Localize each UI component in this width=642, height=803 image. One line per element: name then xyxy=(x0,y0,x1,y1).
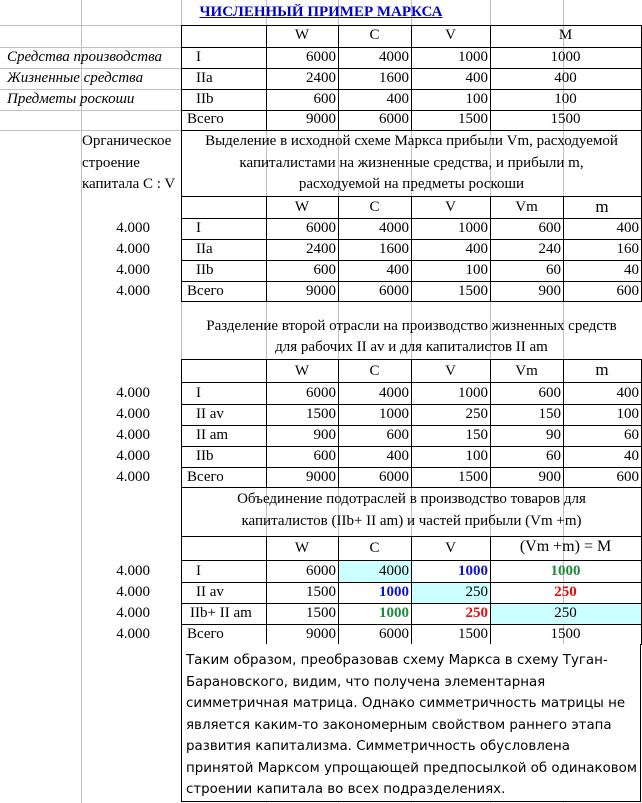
row-code: IIa xyxy=(196,241,213,257)
cell-m: 600 xyxy=(616,469,639,485)
table-header: C xyxy=(369,199,380,215)
row-code: Всего xyxy=(187,283,224,299)
cell-v: 250 xyxy=(465,406,488,422)
cell-c: 6000 xyxy=(379,283,409,299)
row-code: II av xyxy=(196,406,224,422)
cell-v: 1500 xyxy=(458,111,488,127)
cell-vm: 240 xyxy=(538,241,561,257)
cell-v: 100 xyxy=(465,91,488,107)
ratio-value: 4.000 xyxy=(116,448,150,464)
cell-w: 600 xyxy=(313,91,336,107)
cell-w: 1500 xyxy=(306,605,336,621)
cell-v: 250 xyxy=(465,605,488,621)
cell-m: 600 xyxy=(616,283,639,299)
cell-c: 6000 xyxy=(379,111,409,127)
cell-m: 400 xyxy=(616,220,639,236)
ratio-value: 4.000 xyxy=(116,584,150,600)
cell-v: 1000 xyxy=(458,385,488,401)
cell-m: 1500 xyxy=(550,111,581,127)
cell-vm: 150 xyxy=(538,406,561,422)
table-header: m xyxy=(595,197,609,216)
cell-vm: 600 xyxy=(538,385,561,401)
cell-m: 1000 xyxy=(550,563,581,579)
cell-c: 1600 xyxy=(379,70,409,86)
table-header: V xyxy=(445,363,456,379)
cell-c: 6000 xyxy=(379,469,409,485)
cell-w: 6000 xyxy=(306,385,336,401)
page-title: ЧИСЛЕННЫЙ ПРИМЕР МАРКСА xyxy=(199,4,443,20)
table-header: C xyxy=(369,363,380,379)
cell-w: 9000 xyxy=(306,469,336,485)
cell-v: 1500 xyxy=(458,283,488,299)
row-label: Жизненные средства xyxy=(7,70,144,86)
cell-w: 6000 xyxy=(306,49,336,65)
row-code: II av xyxy=(196,584,224,600)
cell-c: 1000 xyxy=(379,406,409,422)
row-code: IIb+ II am xyxy=(190,605,252,621)
cell-m: 250 xyxy=(554,584,577,600)
table-header: C xyxy=(369,27,380,43)
table-header: Vm xyxy=(515,363,538,379)
cell-v: 400 xyxy=(465,241,488,257)
cell-v: 400 xyxy=(465,70,488,86)
cell-vm: 60 xyxy=(546,448,561,464)
cell-v: 1500 xyxy=(458,469,488,485)
organic-composition-label: Органическое xyxy=(82,133,172,149)
cell-w: 600 xyxy=(313,448,336,464)
section-4-text: капиталистов (IIb+ II am) и частей прибыли (Vm +m) xyxy=(241,513,582,529)
table-header: M xyxy=(558,27,573,43)
row-code: Всего xyxy=(187,469,224,485)
cell-c: 400 xyxy=(386,91,409,107)
cell-v: 1000 xyxy=(458,563,488,579)
section-3-text: для рабочих II av и для капиталистов II am xyxy=(275,339,548,355)
row-code: I xyxy=(196,49,201,65)
ratio-value: 4.000 xyxy=(116,427,150,443)
ratio-value: 4.000 xyxy=(116,605,150,621)
cell-c: 600 xyxy=(386,427,409,443)
row-code: IIa xyxy=(196,70,213,86)
ratio-value: 4.000 xyxy=(116,241,150,257)
cell-m: 40 xyxy=(624,262,639,278)
cell-vm: 90 xyxy=(546,427,561,443)
cell-c: 1600 xyxy=(379,241,409,257)
conclusion-text: Таким образом, преобразовав схему Маркса в схему Туган-Барановского, видим, что получена элементарная симметричная матрица. Однако симметричность матрицы не является каким-то закономерным свойством раннего этапа развития капитализма. Симметричность обусловлена принятой Марксом упрощающей предпосылкой об одинаковом строении капитала во всех подразделениях. xyxy=(186,653,637,797)
row-label: Предметы роскоши xyxy=(7,91,135,107)
row-code: I xyxy=(196,563,201,579)
cell-vm: 900 xyxy=(538,469,561,485)
cell-m: 160 xyxy=(616,241,639,257)
ratio-value: 4.000 xyxy=(116,563,150,579)
ratio-value: 4.000 xyxy=(116,406,150,422)
cell-v: 250 xyxy=(465,584,488,600)
cell-v: 1500 xyxy=(458,626,488,642)
cell-v: 100 xyxy=(465,262,488,278)
row-code: II am xyxy=(196,427,229,443)
cell-w: 9000 xyxy=(306,626,336,642)
row-code: Всего xyxy=(187,626,224,642)
section-2-text: расходуемой на предметы роскоши xyxy=(298,176,525,192)
cell-c: 1000 xyxy=(379,584,409,600)
cell-c: 1000 xyxy=(379,605,409,621)
cell-c: 4000 xyxy=(379,563,409,579)
cell-w: 2400 xyxy=(306,70,336,86)
row-label: Средства производства xyxy=(7,49,162,65)
organic-composition-label: капитала C : V xyxy=(82,176,176,192)
table-header: W xyxy=(294,199,310,215)
table-header: V xyxy=(445,199,456,215)
cell-w: 6000 xyxy=(306,220,336,236)
conclusion-box xyxy=(181,644,641,802)
ratio-value: 4.000 xyxy=(116,385,150,401)
cell-m: 100 xyxy=(554,91,577,107)
cell-v: 1000 xyxy=(458,220,488,236)
cell-c: 400 xyxy=(386,262,409,278)
table-header: (Vm +m) = M xyxy=(519,538,612,555)
cell-m: 100 xyxy=(616,406,639,422)
cell-w: 600 xyxy=(313,262,336,278)
table-header: W xyxy=(294,363,310,379)
cell-vm: 900 xyxy=(538,283,561,299)
cell-m: 400 xyxy=(616,385,639,401)
section-2-text: капиталистами на жизненные средства, и прибыли m, xyxy=(239,155,584,171)
table-header: C xyxy=(369,540,380,556)
cell-c: 4000 xyxy=(379,385,409,401)
cell-m: 400 xyxy=(554,70,577,86)
cell-c: 4000 xyxy=(379,220,409,236)
row-code: I xyxy=(196,220,201,236)
cell-w: 1500 xyxy=(306,584,336,600)
section-4-text: Объединение подотраслей в производство товаров для xyxy=(237,491,586,507)
cell-w: 6000 xyxy=(306,563,336,579)
ratio-value: 4.000 xyxy=(116,220,150,236)
table-header: W xyxy=(294,27,310,43)
section-2-text: Выделение в исходной схеме Маркса прибыли Vm, расходуемой xyxy=(205,133,618,149)
cell-vm: 60 xyxy=(546,262,561,278)
cell-w: 9000 xyxy=(306,283,336,299)
table-header: W xyxy=(294,540,310,556)
cell-m: 1500 xyxy=(550,626,581,642)
ratio-value: 4.000 xyxy=(116,469,150,485)
cell-v: 100 xyxy=(465,448,488,464)
row-code: IIb xyxy=(196,91,214,107)
cell-vm: 600 xyxy=(538,220,561,236)
section-3-text: Разделение второй отрасли на производство жизненных средств xyxy=(206,318,617,334)
cell-c: 6000 xyxy=(379,626,409,642)
organic-composition-label: строение xyxy=(82,155,140,171)
cell-w: 900 xyxy=(313,427,336,443)
cell-w: 2400 xyxy=(306,241,336,257)
cell-m: 60 xyxy=(624,427,639,443)
cell-w: 1500 xyxy=(306,406,336,422)
cell-w: 9000 xyxy=(306,111,336,127)
ratio-value: 4.000 xyxy=(116,626,150,642)
row-code: Всего xyxy=(187,111,224,127)
cell-c: 4000 xyxy=(379,49,409,65)
ratio-value: 4.000 xyxy=(116,283,150,299)
table-header: Vm xyxy=(515,199,538,215)
row-code: I xyxy=(196,385,201,401)
cell-m: 40 xyxy=(624,448,639,464)
table-header: m xyxy=(595,360,609,379)
row-code: IIb xyxy=(196,448,214,464)
cell-c: 400 xyxy=(386,448,409,464)
table-header: V xyxy=(445,540,456,556)
ratio-value: 4.000 xyxy=(116,262,150,278)
cell-m: 250 xyxy=(554,605,577,621)
row-code: IIb xyxy=(196,262,214,278)
cell-v: 150 xyxy=(465,427,488,443)
cell-v: 1000 xyxy=(458,49,488,65)
table-header: V xyxy=(445,27,456,43)
cell-m: 1000 xyxy=(550,49,581,65)
